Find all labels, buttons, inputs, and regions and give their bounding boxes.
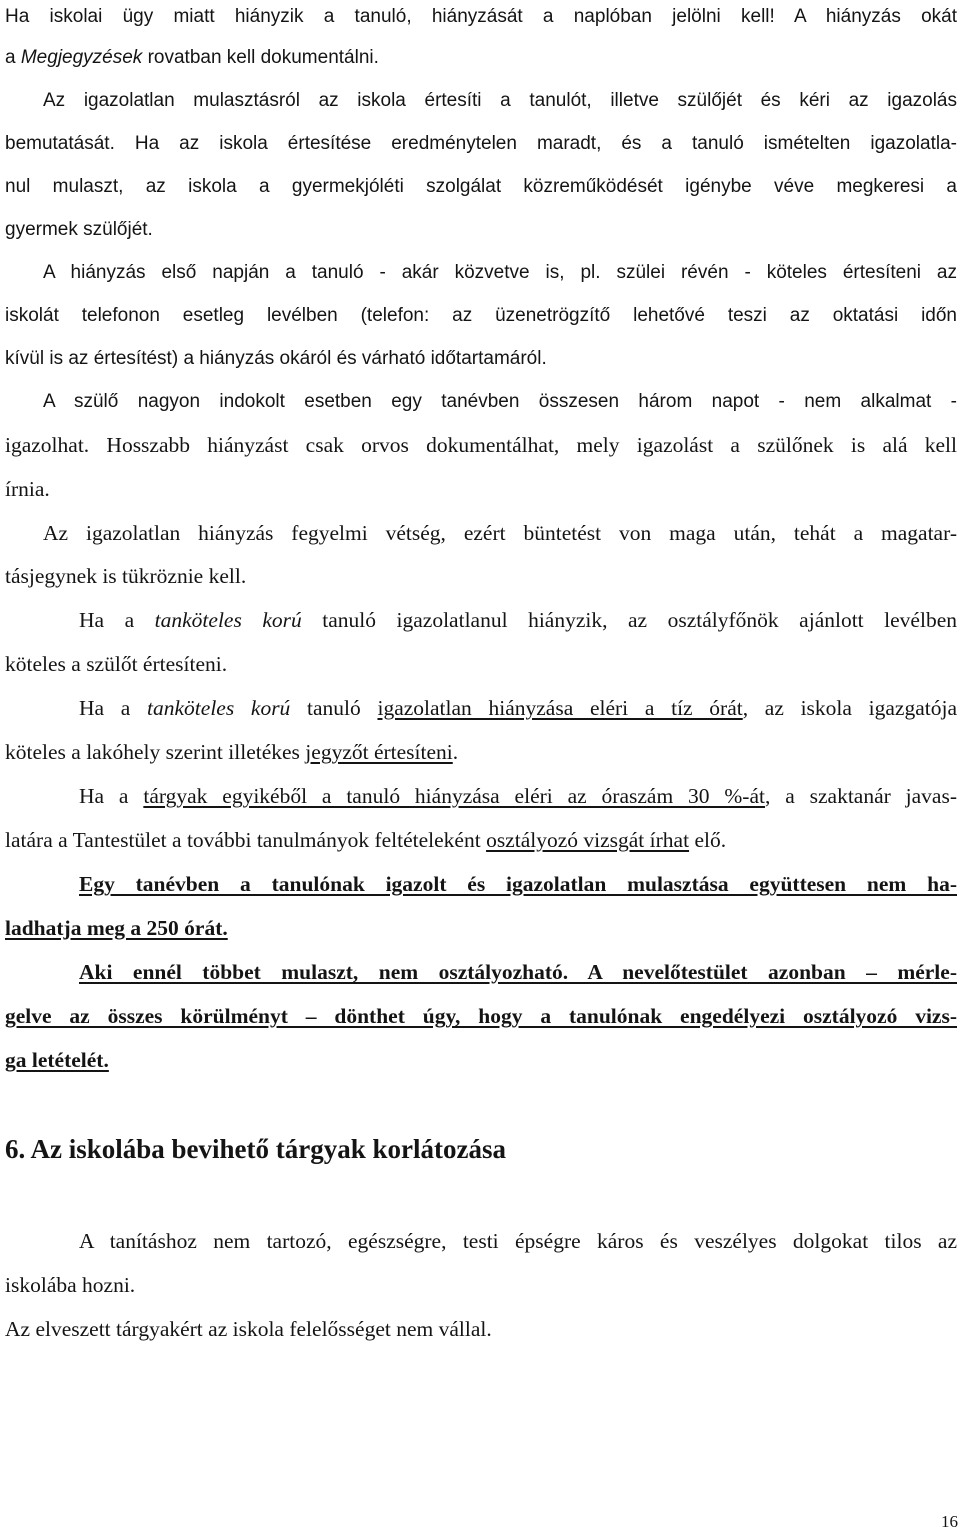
text-run: elő. (689, 828, 727, 852)
text-run: Ha a (79, 784, 144, 808)
bold-underlined-line: ga letételét. (5, 1048, 109, 1072)
underlined-text: jegyzőt értesíteni (305, 740, 453, 764)
text-line (79, 695, 957, 721)
text-run: tanuló igazolatlanul hiányzik, az osztályfőnök ajánlott levélben (301, 608, 957, 632)
text-line: A szülő nagyon indokolt esetben egy tanévben összesen három napot - nem alkalmat - (43, 391, 957, 412)
bold-underlined-line: Aki ennél többet mulaszt, nem osztályozható. A nevelőtestület azonban – mérle- (79, 960, 957, 984)
underlined-text: tárgyak egyikéből a tanuló hiányzása eléri az óraszám 30 %-át (143, 784, 765, 808)
text-run: . (452, 740, 459, 764)
bold-underlined-line: gelve az összes körülményt – dönthet úgy, hogy a tanulónak engedélyezi osztályozó vizs- (5, 1004, 957, 1028)
text-line (79, 783, 957, 809)
text-line: Az igazolatlan hiányzás fegyelmi vétség, ezért büntetést von maga után, tehát a magatar- (43, 521, 957, 545)
text-run: a (5, 47, 21, 68)
text-run: Ha a (79, 608, 155, 632)
text-line: írnia. (5, 477, 50, 501)
section-heading: 6. Az iskolába bevihető tárgyak korlátozása (5, 1134, 507, 1164)
text-line (5, 827, 957, 853)
text-line: iskolát telefonon esetleg levélben (telefon: az üzenetrögzítő lehetővé teszi az oktatási időn (5, 305, 957, 326)
underlined-text: osztályozó vizsgát írhat (486, 828, 690, 852)
page-number: 16 (941, 1512, 958, 1531)
text-run: köteles a lakóhely szerint illetékes (5, 740, 306, 764)
text-line: A tanításhoz nem tartozó, egészségre, testi épségre káros és veszélyes dolgokat tilos az (79, 1229, 957, 1253)
italic-term: tanköteles korú (147, 696, 291, 720)
bold-underlined-line: ladhatja meg a 250 órát. (5, 916, 228, 940)
text-run: rovatban kell dokumentálni. (142, 47, 379, 68)
italic-term: Megjegyzések (20, 47, 143, 68)
italic-term: tanköteles korú (154, 608, 302, 632)
text-line (79, 607, 957, 633)
bold-underlined-line: Egy tanévben a tanulónak igazolt és igazolatlan mulasztása együttesen nem ha- (79, 872, 957, 896)
text-line: igazolhat. Hosszabb hiányzást csak orvos dokumentálhat, mely igazolást a szülőnek is alá kell (5, 433, 957, 457)
text-line: Ha iskolai ügy miatt hiányzik a tanuló, hiányzását a naplóban jelölni kell! A hiányzás okát (5, 6, 957, 27)
text-run: , a szaktanár javas- (764, 784, 957, 808)
text-line: kívül is az értesítést) a hiányzás okáról és várható időtartamáról. (5, 348, 547, 369)
text-line: köteles a szülőt értesíteni. (5, 652, 228, 676)
text-line: iskolába hozni. (5, 1273, 136, 1297)
text-run: Ha a (79, 696, 148, 720)
text-line: Az elveszett tárgyakért az iskola felelősséget nem vállal. (5, 1317, 492, 1341)
text-line: bemutatását. Ha az iskola értesítése eredménytelen maradt, és a tanuló ismételten igazolatla- (5, 133, 957, 154)
text-line: gyermek szülőjét. (5, 219, 153, 240)
text-line (5, 45, 957, 71)
text-run: , az iskola igazgatója (742, 696, 957, 720)
text-line (5, 739, 957, 765)
text-line: Az igazolatlan mulasztásról az iskola értesíti a tanulót, illetve szülőjét és kéri az igazolás (43, 90, 957, 111)
text-line: nul mulaszt, az iskola a gyermekjóléti szolgálat közreműködését igénybe véve megkeresi a (5, 176, 957, 197)
text-run: latára a Tantestület a további tanulmányok feltételeként (5, 828, 487, 852)
underlined-text: igazolatlan hiányzása eléri a tíz órát (377, 696, 743, 720)
text-run: tanuló (290, 696, 378, 720)
text-line: A hiányzás első napján a tanuló - akár közvetve is, pl. szülei révén - köteles értesíteni az (43, 262, 957, 283)
text-line: tásjegynek is tükröznie kell. (5, 564, 247, 588)
